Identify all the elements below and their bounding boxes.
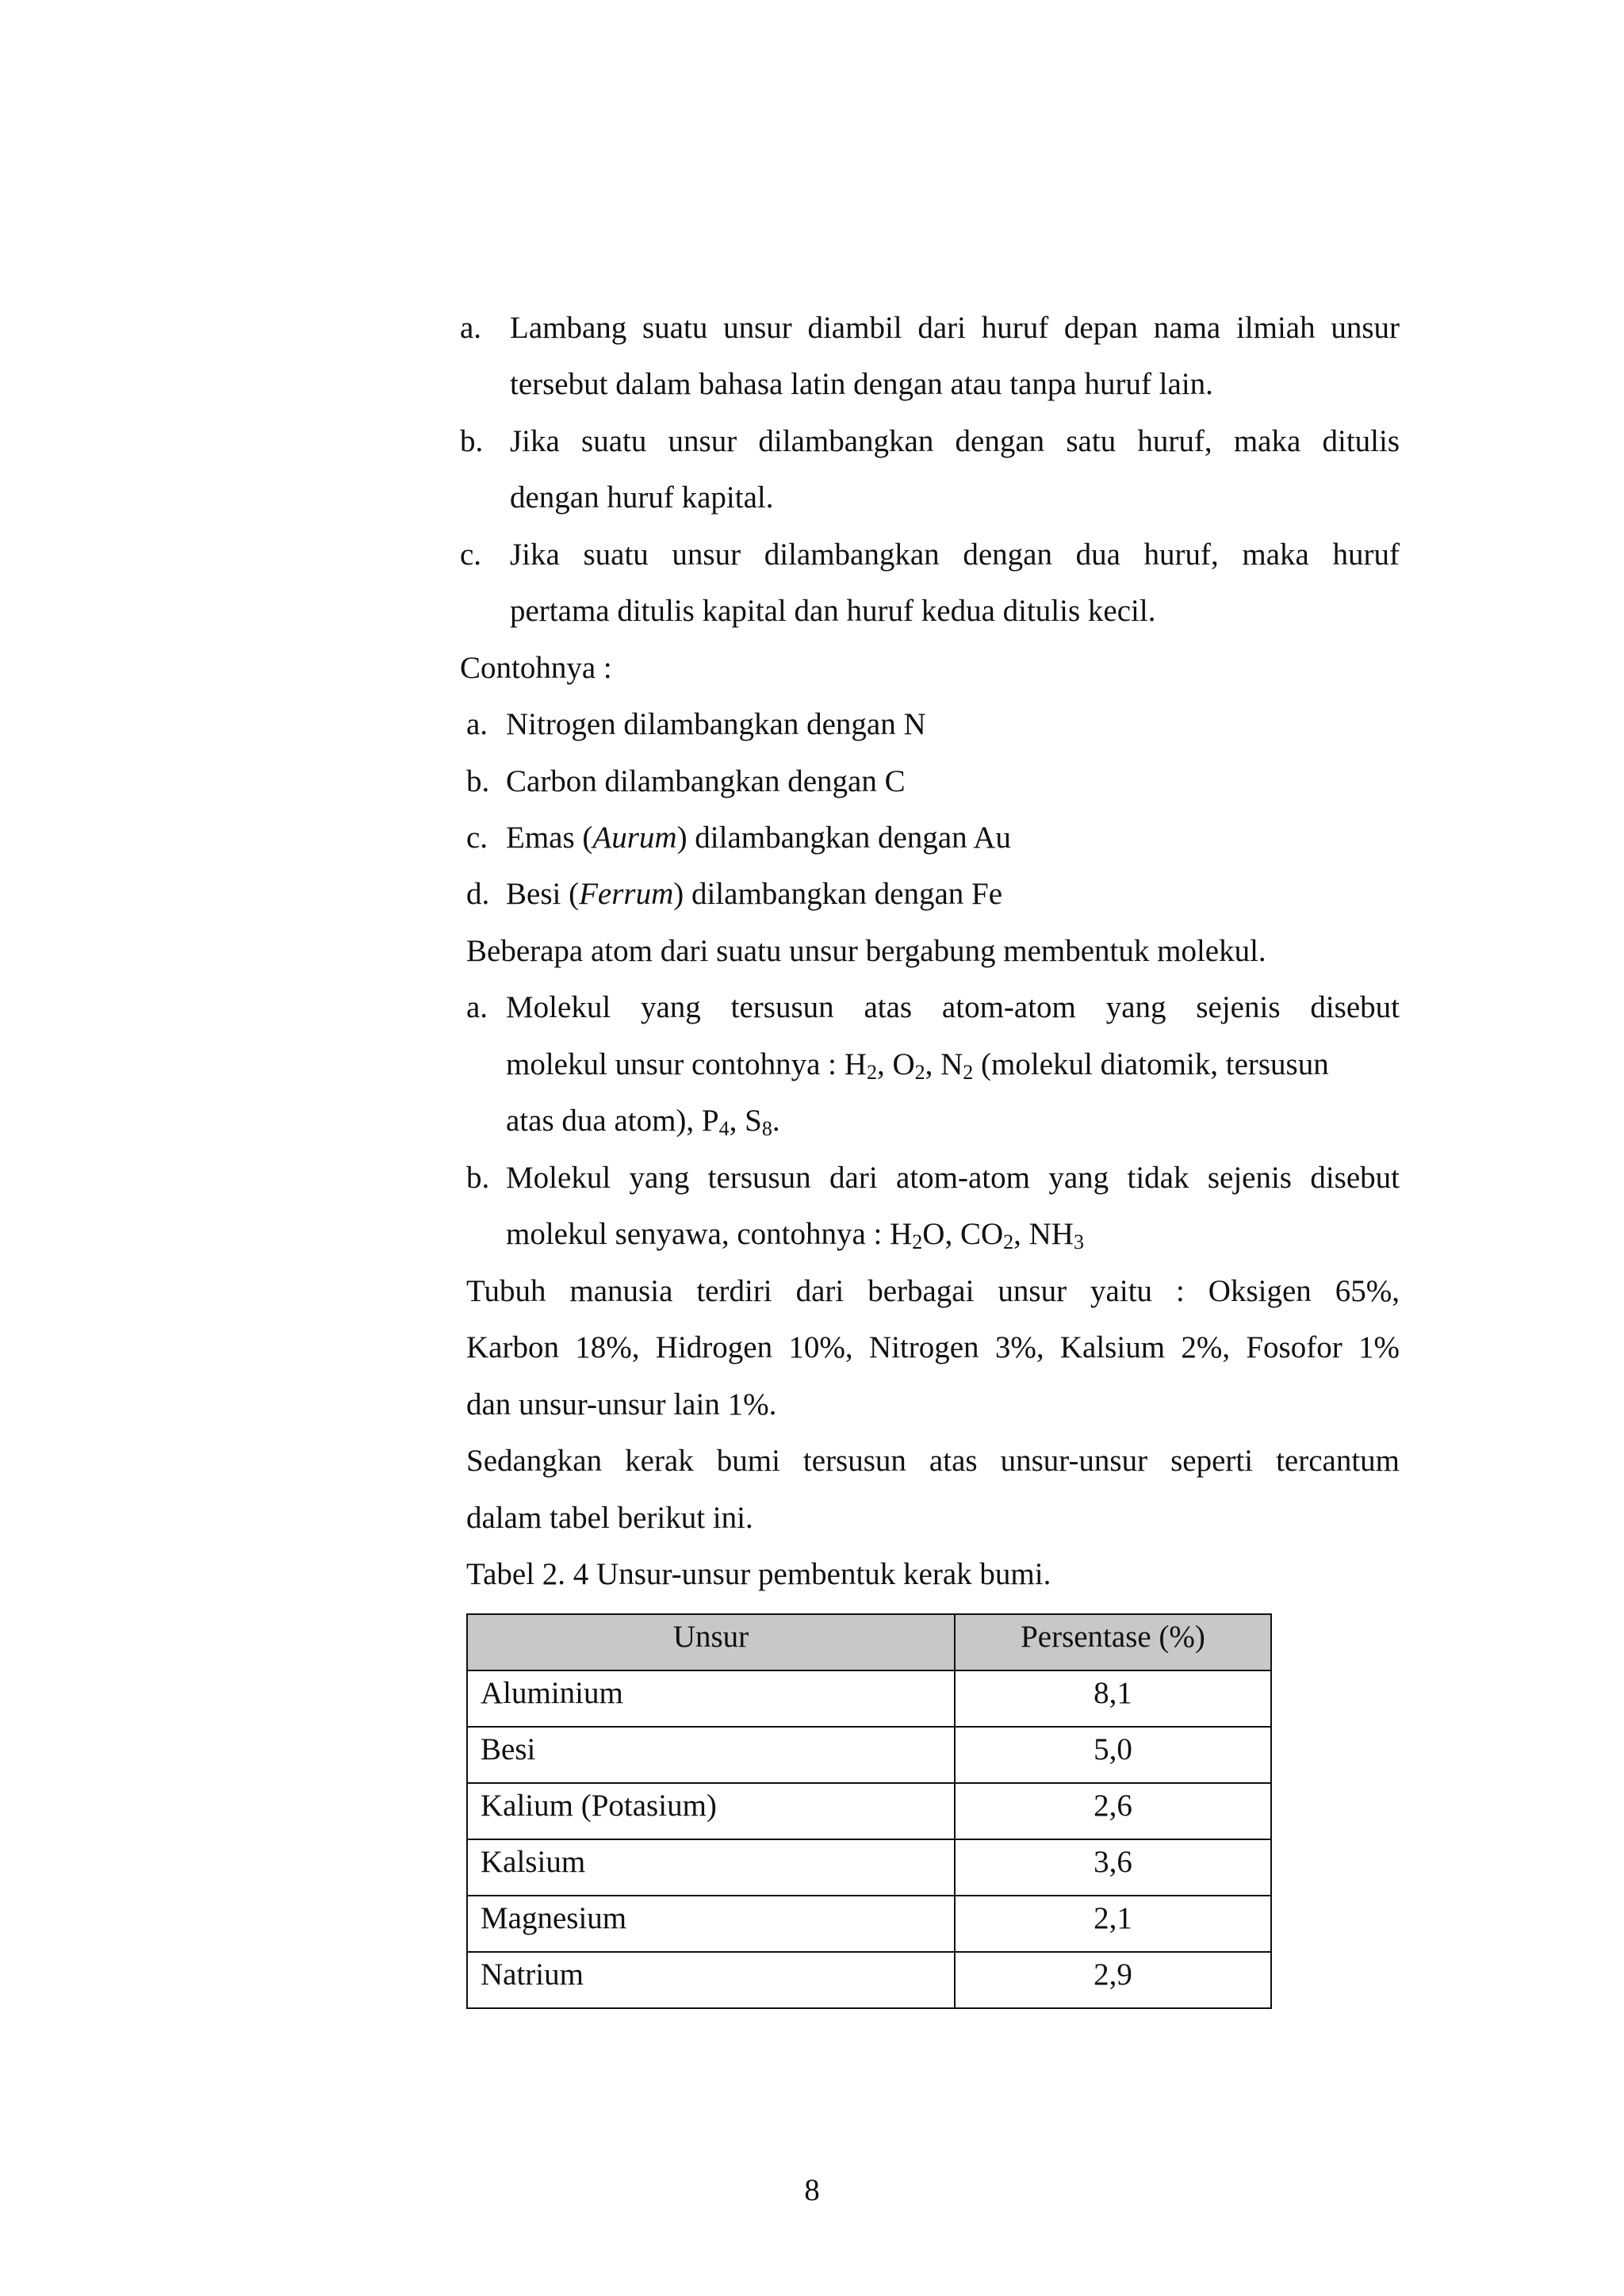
table-row (467, 1783, 1271, 1839)
molecule-a-marker: a. (466, 990, 488, 1024)
table-cell-element: Besi (467, 1727, 955, 1783)
rule-c-marker: c. (460, 538, 482, 572)
body-para-line3: dan unsur-unsur lain 1%. (466, 1387, 777, 1422)
table-cell-percent: 2,6 (955, 1783, 1271, 1839)
examples-heading: Contohnya : (460, 651, 612, 685)
body-para-line2: Karbon 18%, Hidrogen 10%, Nitrogen 3%, Kalsium 2%, Fosofor 1% (466, 1330, 1400, 1364)
table-row (467, 1839, 1271, 1896)
crust-para-line2: dalam tabel berikut ini. (466, 1501, 753, 1535)
table-cell-percent: 8,1 (955, 1670, 1271, 1727)
example-d-text: Besi (Ferrum) dilambangkan dengan Fe (506, 877, 1003, 911)
table-cell-element: Magnesium (467, 1896, 955, 1952)
table-row (467, 1727, 1271, 1783)
table-row (467, 1670, 1271, 1727)
molecule-b-marker: b. (466, 1161, 490, 1195)
rule-a-line2: tersebut dalam bahasa latin dengan atau tanpa huruf lain. (510, 367, 1213, 401)
example-b-marker: b. (466, 764, 490, 798)
table-cell-percent: 2,9 (955, 1952, 1271, 2008)
rule-a-line1: Lambang suatu unsur diambil dari huruf depan nama ilmiah unsur (510, 311, 1400, 345)
rule-b-line2: dengan huruf kapital. (510, 480, 774, 515)
rule-a-marker: a. (460, 311, 482, 345)
table-caption: Tabel 2. 4 Unsur-unsur pembentuk kerak bumi. (466, 1557, 1051, 1591)
table-cell-element: Natrium (467, 1952, 955, 2008)
table-cell-percent: 5,0 (955, 1727, 1271, 1783)
table-header-unsur: Unsur (467, 1614, 955, 1670)
table-cell-element: Kalium (Potasium) (467, 1783, 955, 1839)
crust-para-line1: Sedangkan kerak bumi tersusun atas unsur-unsur seperti tercantum (466, 1444, 1400, 1478)
table-cell-element: Kalsium (467, 1839, 955, 1896)
table-header-persentase: Persentase (%) (955, 1614, 1271, 1670)
molecule-b-line1: Molekul yang tersusun dari atom-atom yang tidak sejenis disebut (506, 1161, 1400, 1195)
table-cell-percent: 2,1 (955, 1896, 1271, 1952)
page-number: 8 (804, 2173, 820, 2207)
example-c-text: Emas (Aurum) dilambangkan dengan Au (506, 821, 1011, 855)
molecule-b-line2: molekul senyawa, contohnya : $H_2O$, $CO_2$, $NH_3$ (506, 1217, 1084, 1253)
example-a-marker: a. (466, 707, 488, 741)
molecule-a-line1: Molekul yang tersusun atas atom-atom yang sejenis disebut (506, 990, 1400, 1024)
example-b-text: Carbon dilambangkan dengan C (506, 764, 906, 798)
rule-b-line1: Jika suatu unsur dilambangkan dengan satu huruf, maka ditulis (510, 424, 1400, 458)
example-a-text: Nitrogen dilambangkan dengan N (506, 707, 926, 741)
crust-elements-table (466, 1613, 1272, 2009)
example-c-marker: c. (466, 821, 488, 855)
molecule-a-line3: atas dua atom), $P_4$, $S_8$. (506, 1104, 780, 1140)
table-row (467, 1896, 1271, 1952)
table-header-row (467, 1614, 1271, 1670)
example-d-marker: d. (466, 877, 490, 911)
body-para-line1: Tubuh manusia terdiri dari berbagai unsur yaitu : Oksigen 65%, (466, 1274, 1400, 1308)
rule-c-line1: Jika suatu unsur dilambangkan dengan dua huruf, maka huruf (510, 538, 1400, 572)
rule-c-line2: pertama ditulis kapital dan huruf kedua ditulis kecil. (510, 594, 1156, 628)
molecule-a-line2: molekul unsur contohnya : $H_2$, $O_2$, $N_2$ (molekul diatomik, tersusun (506, 1047, 1329, 1084)
rule-b-marker: b. (460, 424, 484, 458)
table-row (467, 1952, 1271, 2008)
molecules-intro: Beberapa atom dari suatu unsur bergabung membentuk molekul. (466, 934, 1266, 968)
table-cell-element: Aluminium (467, 1670, 955, 1727)
table-cell-percent: 3,6 (955, 1839, 1271, 1896)
